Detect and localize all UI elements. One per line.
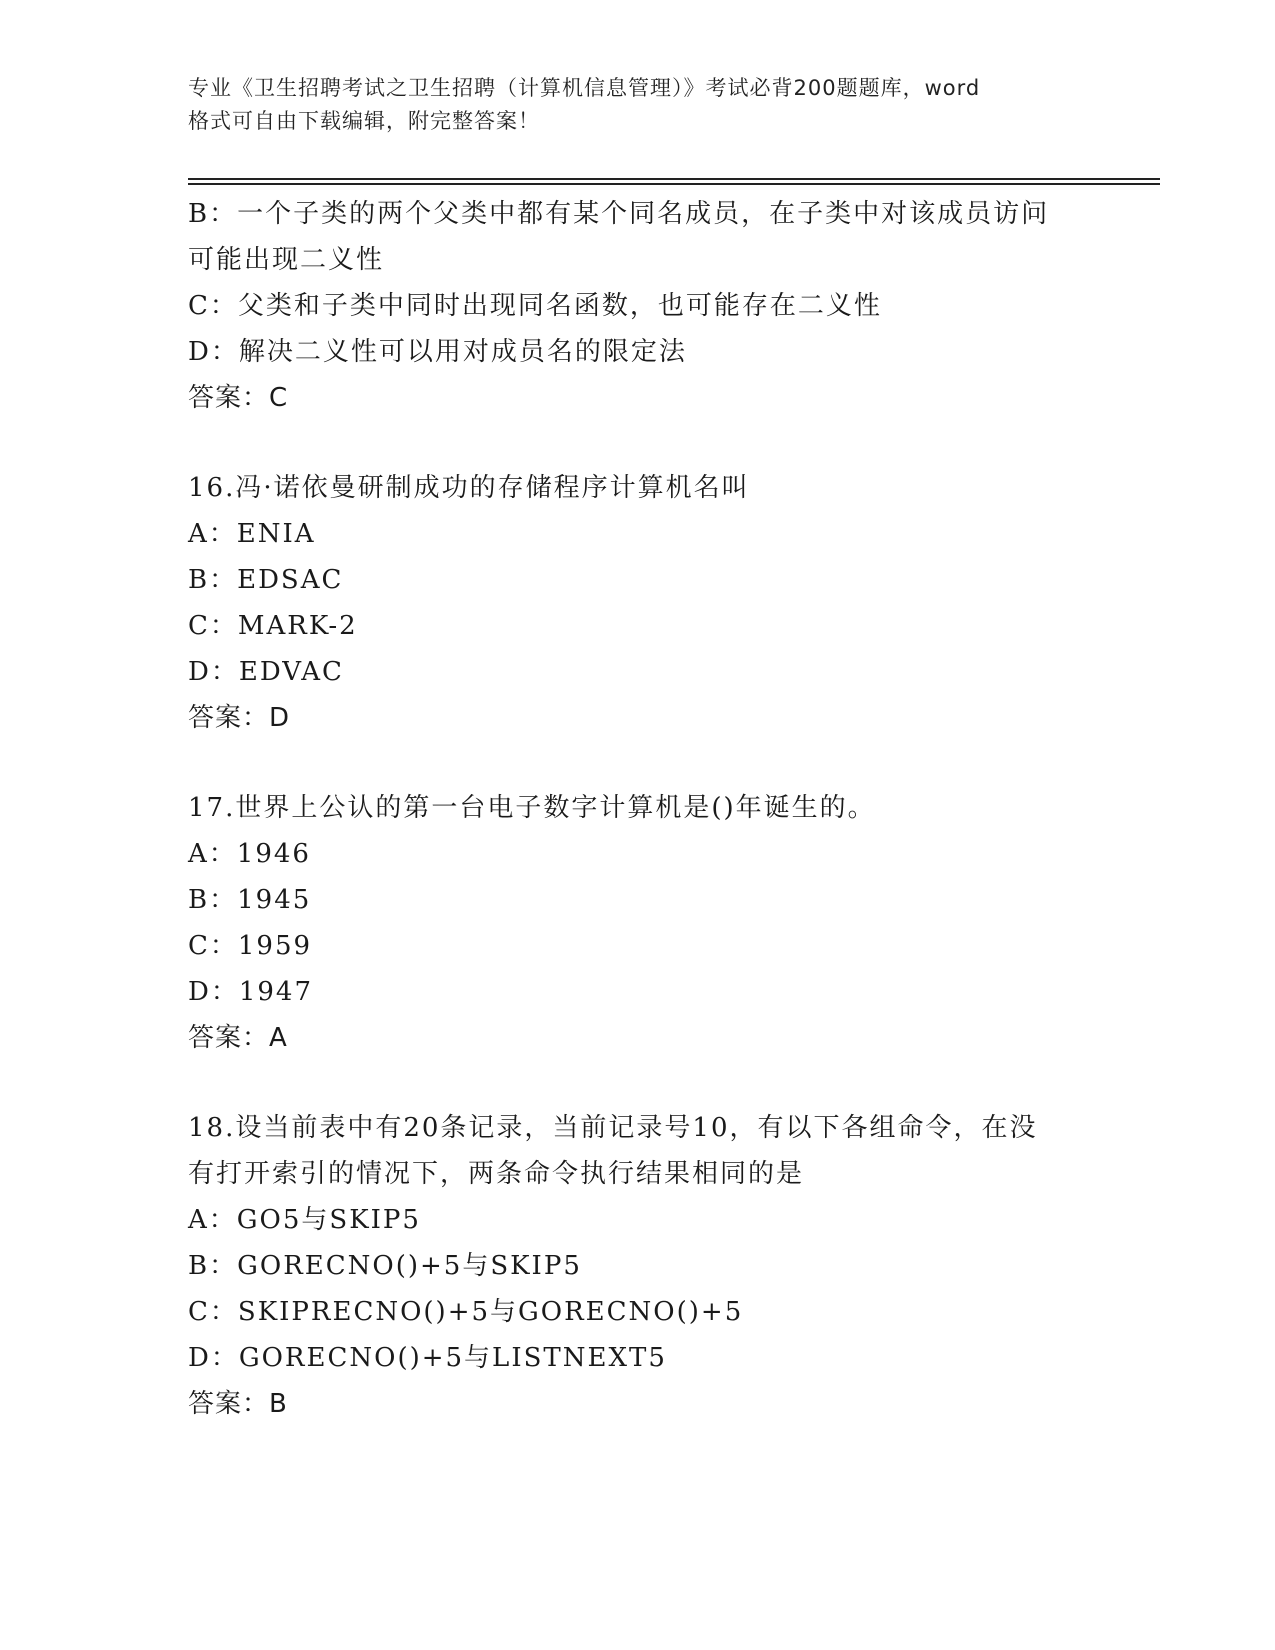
option-d: D：1947 (188, 977, 314, 1007)
answer-line: 答案：D (188, 703, 291, 733)
option-b: B：EDSAC (188, 565, 344, 595)
question-stem: 17.世界上公认的第一台电子数字计算机是()年诞生的。 (188, 793, 876, 823)
answer-line: 答案：B (188, 1389, 288, 1419)
option-c: C：父类和子类中同时出现同名函数，也可能存在二义性 (188, 291, 882, 321)
option-c: C：SKIPRECNO()+5与GORECNO()+5 (188, 1297, 744, 1327)
option-b: B：GORECNO()+5与SKIP5 (188, 1251, 582, 1281)
question-18 (188, 1105, 1088, 1427)
question-stem-line-2: 有打开索引的情况下，两条命令执行结果相同的是 (188, 1159, 805, 1189)
header-line-1: 专业《卫生招聘考试之卫生招聘（计算机信息管理）》考试必背200题题库，word (188, 76, 981, 100)
option-d: D：GORECNO()+5与LISTNEXT5 (188, 1343, 667, 1373)
option-a: A：ENIA (188, 519, 316, 549)
option-b: B：1945 (188, 885, 312, 915)
question-17 (188, 785, 1088, 1061)
option-c: C：1959 (188, 931, 313, 961)
option-b-line-1: B：一个子类的两个父类中都有某个同名成员，在子类中对该成员访问 (188, 199, 1050, 229)
question-stem: 16.冯·诺依曼研制成功的存储程序计算机名叫 (188, 473, 750, 503)
answer-line: 答案：C (188, 383, 289, 413)
header-divider-bottom (188, 183, 1160, 185)
option-d: D：EDVAC (188, 657, 344, 687)
document-header (188, 72, 1108, 138)
question-16 (188, 465, 1088, 741)
option-c: C：MARK-2 (188, 611, 358, 641)
header-divider-top (188, 178, 1160, 180)
option-b-line-2: 可能出现二义性 (188, 245, 385, 275)
option-a: A：1946 (188, 839, 311, 869)
continued-question (188, 191, 1088, 421)
option-a: A：GO5与SKIP5 (188, 1205, 421, 1235)
answer-line: 答案：A (188, 1023, 288, 1053)
document-body (188, 191, 1088, 1427)
header-line-2: 格式可自由下载编辑，附完整答案！ (188, 109, 540, 133)
option-d: D：解决二义性可以用对成员名的限定法 (188, 337, 687, 367)
question-stem-line-1: 18.设当前表中有20条记录，当前记录号10，有以下各组命令，在没 (188, 1113, 1038, 1143)
